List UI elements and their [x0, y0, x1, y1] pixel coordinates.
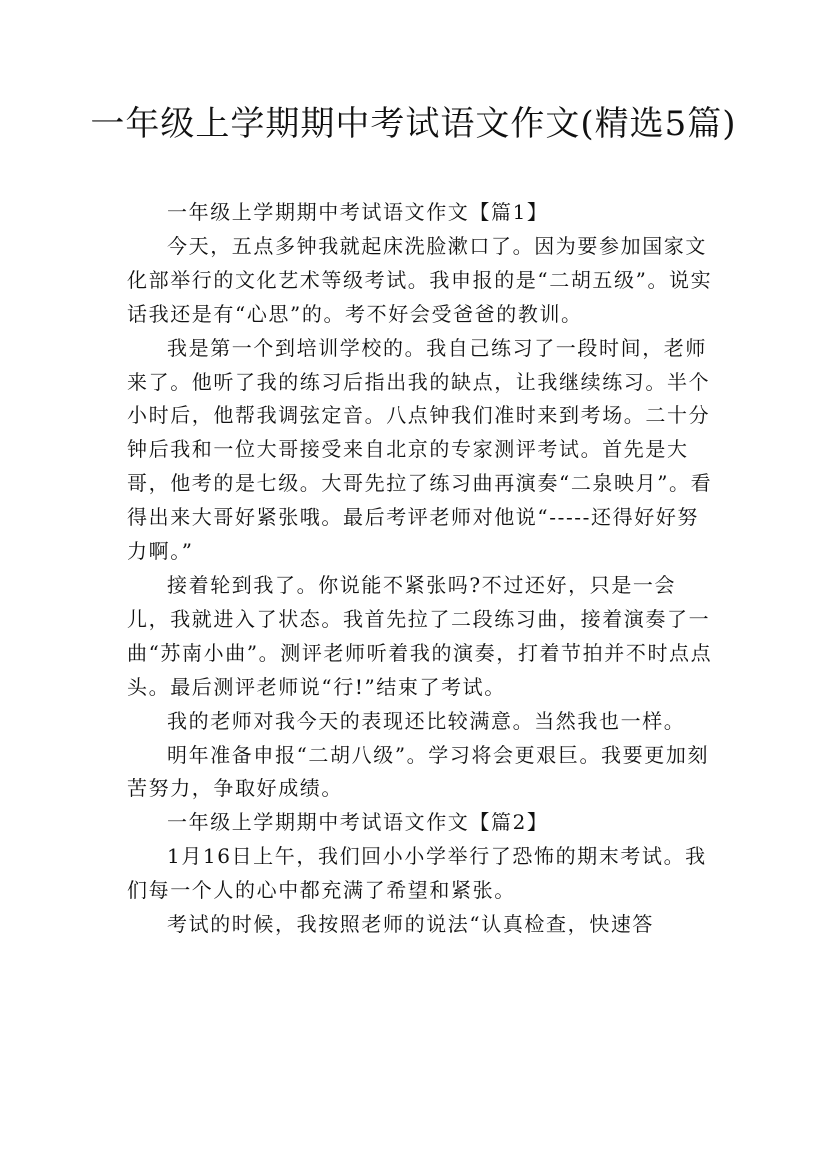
paragraph: 我的老师对我今天的表现还比较满意。当然我也一样。	[167, 708, 686, 733]
paragraph: 明年准备申报“二胡八级”。学习将会更艰巨。我要更加刻苦努力，争取好成绩。	[127, 742, 710, 801]
document-body	[127, 196, 717, 942]
paragraph: 接着轮到我了。你说能不紧张吗?不过还好，只是一会儿，我就进入了状态。我首先拉了二段练习曲，接着演奏了一曲“苏南小曲”。测评老师听着我的演奏，打着节拍并不时点点头。最后测评老师说“行!”结束了考试。	[127, 572, 713, 699]
paragraph: 考试的时候，我按照老师的说法“认真检查，快速答	[167, 912, 655, 937]
document-title: 一年级上学期期中考试语文作文(精选5篇)	[90, 104, 737, 144]
paragraph: 今天，五点多钟我就起床洗脸漱口了。因为要参加国家文化部举行的文化艺术等级考试。我申报的是“二胡五级”。说实话我还是有“心思”的。考不好会受爸爸的教训。	[127, 233, 713, 326]
paragraph: 1月16日上午，我们回小小学举行了恐怖的期末考试。我们每一个人的心中都充满了希望和紧张。	[127, 844, 707, 903]
section-heading-2: 一年级上学期期中考试语文作文【篇2】	[167, 810, 549, 835]
section-heading-1: 一年级上学期期中考试语文作文【篇1】	[167, 200, 549, 224]
paragraph: 我是第一个到培训学校的。我自己练习了一段时间，老师来了。他听了我的练习后指出我的缺点，让我继续练习。半个小时后，他帮我调弦定音。八点钟我们准时来到考场。二十分钟后我和一位大哥接受来自北京的专家测评考试。首先是大哥，他考的是七级。大哥先拉了练习曲再演奏“二泉映月”。看得出来大哥好紧张哦。最后考评老师对他说“-----还得好好努力啊。”	[127, 335, 713, 564]
